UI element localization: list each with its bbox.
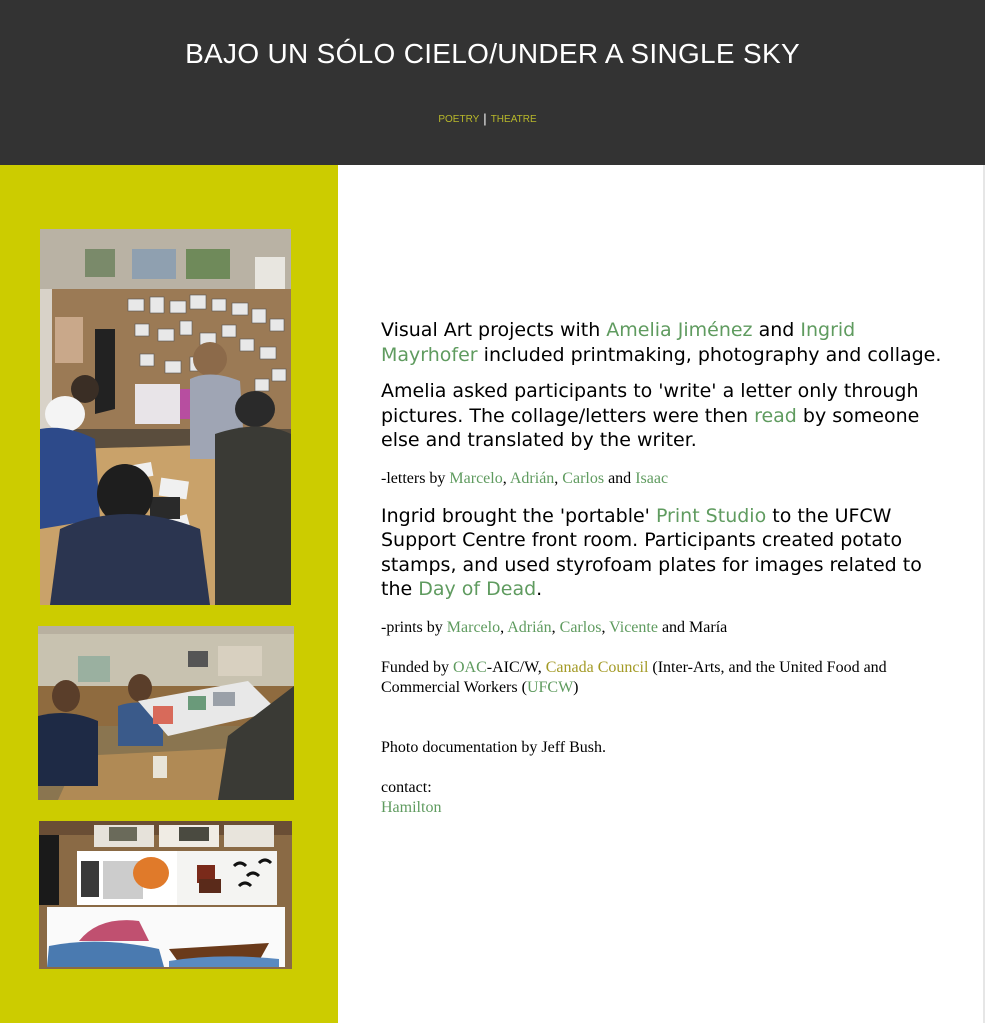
prints-credits: -prints by Marcelo, Adrián, Carlos, Vicente and María: [381, 618, 728, 636]
link-oac[interactable]: OAC: [453, 658, 487, 676]
link-adrian-prints[interactable]: Adrián: [507, 618, 552, 636]
main-content: [381, 318, 956, 818]
link-canada-council[interactable]: Canada Council: [545, 658, 649, 676]
letters-paragraph: Amelia asked participants to 'write' a letter only through pictures. The collage/letters were then read by someone else and translated by the writer.: [381, 380, 920, 451]
link-hamilton-contact[interactable]: Hamilton: [381, 798, 442, 816]
workshop-collage-photo: [40, 229, 291, 605]
link-day-of-dead[interactable]: Day of Dead: [418, 578, 537, 600]
funding-paragraph: Funded by OAC-AIC/W, Canada Council (Inter-Arts, and the United Food and Commercial Workers (UFCW): [381, 658, 887, 696]
nav-link-poetry[interactable]: POETRY: [438, 114, 480, 125]
link-ingrid-mayrhofer[interactable]: Ingrid Mayrhofer: [381, 319, 856, 366]
link-marcelo[interactable]: Marcelo: [449, 469, 503, 487]
letters-credits: -letters by Marcelo, Adrián, Carlos and Isaac: [381, 469, 669, 487]
link-ufcw[interactable]: UFCW: [526, 678, 574, 696]
contact-label: contact:: [381, 778, 432, 796]
print-studio-paragraph: Ingrid brought the 'portable' Print Studio to the UFCW Support Centre front room. Participants created potato stamps, and used styrofoam plates for images related to the Day of Dead.: [381, 504, 922, 600]
main-nav: [0, 110, 975, 125]
link-vicente[interactable]: Vicente: [609, 618, 658, 636]
nav-link-theatre[interactable]: THEATRE: [490, 114, 537, 125]
link-carlos-prints[interactable]: Carlos: [559, 618, 602, 636]
participants-letters-photo: [38, 626, 294, 800]
photo-credit: Photo documentation by Jeff Bush.: [381, 738, 607, 756]
link-print-studio[interactable]: Print Studio: [655, 504, 767, 527]
link-marcelo-prints[interactable]: Marcelo: [446, 618, 501, 636]
link-amelia-jimenez[interactable]: Amelia Jiménez: [606, 319, 753, 341]
link-carlos[interactable]: Carlos: [562, 469, 605, 487]
site-header: [0, 0, 985, 165]
intro-paragraph: Visual Art projects with Amelia Jiménez and Ingrid Mayrhofer included printmaking, photography and collage.: [381, 319, 942, 366]
link-read[interactable]: read: [754, 404, 797, 427]
site-title: BAJO UN SÓLO CIELO/UNDER A SINGLE SKY: [185, 38, 800, 69]
link-isaac[interactable]: Isaac: [635, 469, 669, 487]
printed-booklets-photo: [39, 821, 292, 969]
link-adrian[interactable]: Adrián: [509, 469, 555, 487]
nav-separator: |: [483, 111, 487, 126]
